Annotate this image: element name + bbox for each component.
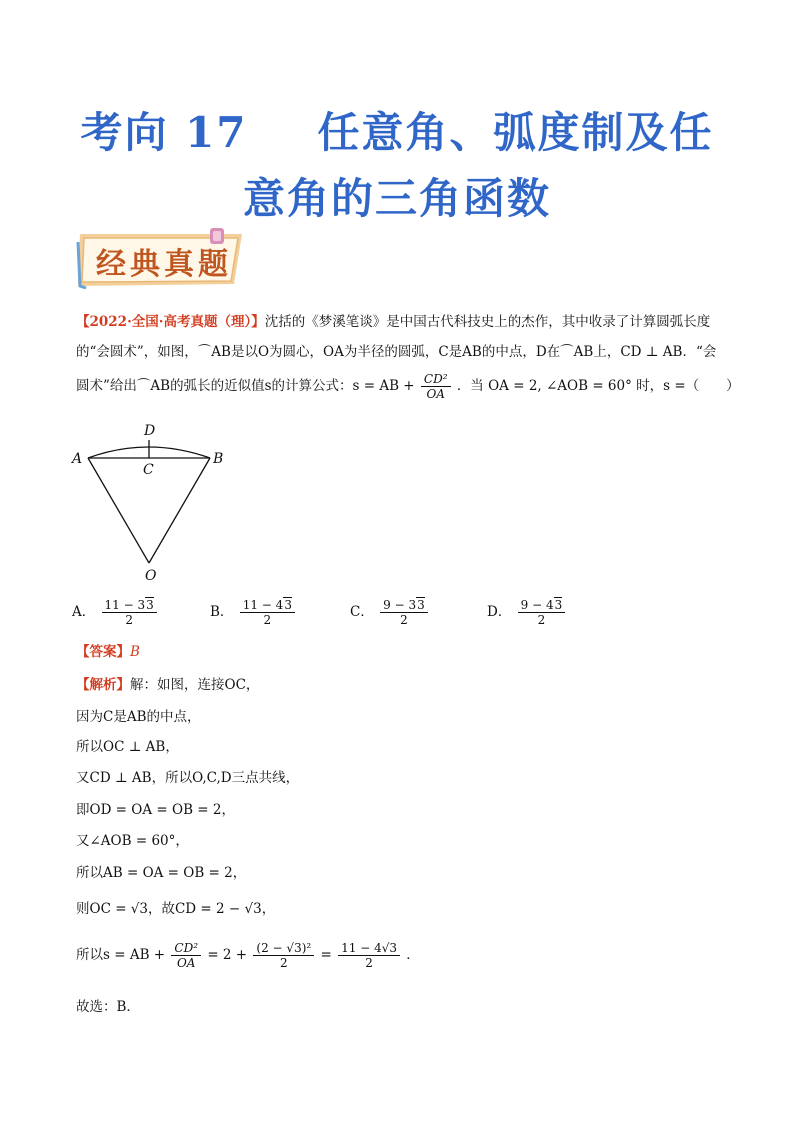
segment-oa	[88, 458, 149, 563]
answer-label: 【答案】	[76, 644, 130, 660]
label-d: D	[144, 423, 156, 439]
title-line-2: 意角的三角函数	[242, 174, 551, 223]
segment-ob	[149, 458, 210, 563]
analysis-label: 【解析】	[76, 677, 130, 693]
label-c: C	[143, 462, 154, 478]
analysis-line-1: 【解析】解：如图，连接OC，	[76, 677, 260, 693]
analysis-line-3: 所以OC ⊥ AB，	[76, 739, 179, 755]
choice-c[interactable]: C． $\frac{9 - 33}{2}$	[350, 598, 430, 627]
choice-b[interactable]: B． $\frac{11 - 43}{2}$	[210, 598, 297, 627]
label-o: O	[145, 568, 157, 584]
question-line-3: 圆术”给出⌒AB的弧长的近似值s的计算公式：s = AB + $\frac{\text{CD²}}{OA}$ ．当 OA = 2, ∠AOB = 60° 时，s =（ ）	[76, 372, 740, 401]
analysis-line-6: 又∠AOB = 60°，	[76, 833, 189, 849]
question-source: 【2022·全国·高考真题（理）】	[76, 314, 265, 330]
analysis-line-4: 又CD ⊥ AB，所以O,C,D三点共线，	[76, 770, 300, 786]
analysis-line-7: 所以AB = OA = OB = 2，	[76, 865, 247, 881]
analysis-line-8: 则OC = √3，故CD = 2 − √3，	[76, 901, 276, 917]
analysis-conclusion: 故选：B．	[76, 999, 140, 1015]
label-a: A	[72, 451, 83, 467]
choice-d[interactable]: D． $\frac{9 - 43}{2}$	[487, 598, 567, 627]
analysis-final-equation: 所以s = AB + $\frac{\text{CD²}}{OA}$ = 2 + $\frac{\text{(2 − √3)²}}{2}$ = $\frac{11 - 4√3}{2}$ ．	[76, 941, 420, 970]
title-topic-name: 任意角、弧度制及任	[317, 108, 714, 157]
banner-label: 经典真题	[96, 247, 232, 282]
answer-line	[76, 643, 140, 661]
page-title	[0, 100, 794, 232]
analysis-line-2: 因为C是AB的中点，	[76, 709, 201, 725]
question-line-2: 的“会圆术”，如图，⌒AB是以O为圆心，OA为半径的圆弧，C是AB的中点，D在⌒AB上，CD ⊥ AB．“会	[76, 344, 717, 360]
question-line-1: 【2022·全国·高考真题（理）】沈括的《梦溪笔谈》是中国古代科技史上的杰作，其中收录了计算圆弧长度	[76, 314, 711, 330]
title-topic-number: 考向 17	[80, 108, 248, 157]
formula-fraction: $\frac{\text{CD²}}{OA}$	[421, 372, 451, 401]
answer-value: B	[130, 644, 140, 660]
label-b: B	[213, 451, 224, 467]
analysis-line-5: 即OD = OA = OB = 2，	[76, 802, 235, 818]
sector-diagram	[70, 418, 240, 588]
title-line-1	[0, 100, 794, 166]
choice-a[interactable]: A． $\frac{11 - 33}{2}$	[72, 598, 159, 627]
